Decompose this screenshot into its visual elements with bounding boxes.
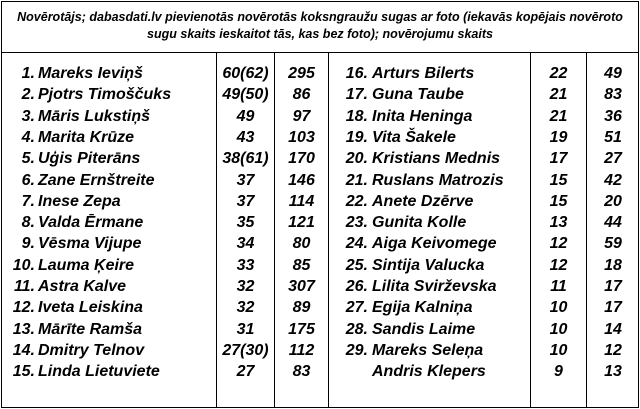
rank-cell: 20.: [345, 150, 368, 168]
observation-count-cell: 114: [288, 192, 315, 210]
observation-count-cell: 51: [604, 128, 622, 146]
rank-cell: 16.: [345, 65, 368, 82]
rank-cell: 23.: [345, 214, 368, 232]
observer-name-cell: Mareks Seleņa: [372, 341, 484, 359]
rank-cell: 15.: [12, 363, 35, 381]
observer-name-cell: Vita Šakele: [372, 128, 456, 146]
observer-name-cell: Lauma Ķeire: [38, 256, 135, 274]
observation-count-cell: 170: [288, 150, 315, 168]
species-count-cell: 31: [236, 320, 255, 338]
observer-name-cell: Astra Kalve: [38, 278, 127, 295]
observation-count-cell: 83: [604, 86, 622, 104]
observer-name-cell: Lilita Svirževska: [372, 278, 497, 295]
rank-cell: 10.: [12, 256, 35, 274]
rank-cell: 25.: [345, 256, 368, 274]
rank-cell: 21.: [345, 171, 368, 189]
table-row: [2, 84, 638, 105]
header-line-2: sugu skaits ieskaitot tās, kas bez foto); novērojumu skaits: [147, 27, 493, 41]
species-count-cell: 15: [549, 171, 568, 189]
observer-name-cell: Anete Dzērve: [372, 192, 474, 210]
table-row: [2, 106, 638, 127]
rank-cell: 17.: [345, 86, 368, 104]
observation-count-cell: 18: [604, 256, 622, 274]
rank-cell: 9.: [21, 235, 35, 253]
table-row: [2, 233, 638, 254]
rank-cell: 26.: [345, 278, 368, 295]
observation-count-cell: 112: [288, 341, 315, 359]
observation-count-cell: 59: [604, 235, 622, 253]
observer-name-cell: Iveta Leiskina: [38, 299, 143, 317]
species-count-cell: 12: [549, 235, 568, 253]
species-count-cell: 9: [554, 363, 563, 381]
header-caption: [7, 9, 633, 43]
header-line-1: Novērotājs; dabasdati.lv pievienotās novērotās koksngraužu sugas ar foto (iekavās kopējais novēroto: [17, 10, 623, 24]
species-count-cell: 43: [236, 128, 255, 146]
observation-count-cell: 36: [604, 107, 622, 125]
observation-count-cell: 83: [292, 363, 311, 381]
observer-name-cell: Sandis Laime: [372, 320, 476, 338]
observation-count-cell: 85: [292, 256, 311, 274]
rank-cell: 3.: [21, 107, 35, 125]
species-count-cell: 13: [549, 214, 568, 232]
observer-name-cell: Marita Krūze: [38, 128, 135, 146]
species-count-cell: 37: [236, 192, 255, 210]
observation-count-cell: 44: [604, 214, 622, 232]
observation-count-cell: 80: [292, 235, 311, 253]
observer-name-cell: Valda Ērmane: [38, 214, 144, 232]
observer-name-cell: Zane Ernštreite: [38, 171, 155, 189]
table-frame: [1, 1, 639, 408]
species-count-cell: 10: [549, 299, 568, 317]
species-count-cell: 49(50): [222, 86, 269, 104]
species-count-cell: 11: [550, 278, 567, 295]
rank-cell: 6.: [21, 171, 35, 189]
rank-cell: 5.: [21, 150, 35, 168]
observer-name-cell: Arturs Bilerts: [372, 65, 475, 82]
observation-count-cell: 27: [604, 150, 622, 168]
rank-cell: 19.: [345, 128, 368, 146]
observer-name-cell: Kristians Mednis: [372, 150, 501, 168]
table-row: [2, 319, 638, 340]
species-count-cell: 10: [549, 320, 568, 338]
rank-cell: 14.: [12, 341, 35, 359]
species-count-cell: 21: [549, 86, 568, 104]
table-row: [2, 212, 638, 233]
observation-count-cell: 121: [288, 214, 315, 232]
observer-name-cell: Gunita Kolle: [372, 214, 467, 232]
observation-count-cell: 86: [292, 86, 311, 104]
species-count-cell: 37: [236, 171, 255, 189]
rank-cell: 27.: [345, 299, 368, 317]
observer-name-cell: Vēsma Vijupe: [38, 235, 142, 253]
observation-count-cell: 20: [604, 192, 622, 210]
observer-name-cell: Ruslans Matrozis: [372, 171, 504, 189]
observation-count-cell: 14: [604, 320, 622, 338]
table-row: [2, 255, 638, 276]
observer-name-cell: Dmitry Telnov: [38, 341, 145, 359]
species-count-cell: 34: [236, 235, 255, 253]
observer-name-cell: Māris Lukstiņš: [38, 107, 151, 125]
table-row: [2, 191, 638, 212]
species-count-cell: 32: [236, 299, 255, 317]
observation-count-cell: 89: [292, 299, 311, 317]
observation-count-cell: 175: [288, 320, 315, 338]
table-row: [2, 63, 638, 84]
observation-count-cell: 49: [604, 65, 622, 82]
observation-count-cell: 42: [604, 171, 622, 189]
observer-name-cell: Inita Heninga: [372, 107, 473, 125]
rank-cell: 28.: [345, 320, 368, 338]
species-count-cell: 27(30): [222, 341, 269, 359]
observer-name-cell: Uģis Piterāns: [38, 150, 141, 168]
table-row: [2, 361, 638, 382]
observation-count-cell: 17: [604, 278, 622, 295]
table-row: [2, 276, 638, 297]
observer-name-cell: Sintija Valucka: [372, 256, 485, 274]
table-header: [2, 2, 638, 53]
observer-name-cell: Pjotrs Timoščuks: [38, 86, 172, 104]
species-count-cell: 22: [549, 65, 568, 82]
rank-cell: 12.: [12, 299, 35, 317]
table-row: [2, 170, 638, 191]
rank-cell: 13.: [12, 320, 35, 338]
observation-count-cell: 97: [292, 107, 311, 125]
rank-cell: 2.: [21, 86, 35, 104]
rank-cell: 1.: [21, 65, 35, 82]
table-row: [2, 340, 638, 361]
rank-cell: 18.: [345, 107, 368, 125]
species-count-cell: 60(62): [222, 65, 269, 82]
species-count-cell: 49: [236, 107, 255, 125]
rank-cell: 29.: [345, 341, 368, 359]
rank-cell: 11.: [13, 278, 35, 295]
species-count-cell: 32: [236, 278, 255, 295]
table-row: [2, 127, 638, 148]
rank-cell: 8.: [21, 214, 35, 232]
species-count-cell: 33: [236, 256, 255, 274]
species-count-cell: 12: [549, 256, 568, 274]
rank-cell: 4.: [21, 128, 35, 146]
rank-cell: 22.: [345, 192, 368, 210]
observer-name-cell: Mareks Ieviņš: [38, 65, 143, 82]
table-row: [2, 148, 638, 169]
species-count-cell: 38(61): [222, 150, 269, 168]
observer-name-cell: Guna Taube: [372, 86, 464, 104]
observer-name-cell: Egija Kalniņa: [372, 299, 473, 317]
species-count-cell: 35: [236, 214, 255, 232]
observation-count-cell: 295: [288, 65, 315, 82]
observer-name-cell: Mārīte Ramša: [38, 320, 143, 338]
observation-count-cell: 13: [604, 363, 622, 381]
species-count-cell: 17: [549, 150, 568, 168]
observer-name-cell: Linda Lietuviete: [38, 363, 160, 381]
table-row: [2, 297, 638, 318]
species-count-cell: 21: [549, 107, 568, 125]
species-count-cell: 15: [549, 192, 568, 210]
observer-name-cell: Andris Klepers: [372, 363, 486, 381]
observer-name-cell: Aiga Keivomege: [372, 235, 497, 253]
observation-count-cell: 17: [604, 299, 622, 317]
rank-cell: 24.: [345, 235, 368, 253]
observation-count-cell: 146: [288, 171, 315, 189]
species-count-cell: 27: [236, 363, 255, 381]
observer-name-cell: Inese Zepa: [38, 192, 121, 210]
observation-count-cell: 103: [288, 128, 315, 146]
species-count-cell: 19: [549, 128, 568, 146]
species-count-cell: 10: [549, 341, 568, 359]
rank-cell: 7.: [21, 192, 35, 210]
observation-count-cell: 307: [288, 278, 315, 295]
observation-count-cell: 12: [604, 341, 622, 359]
